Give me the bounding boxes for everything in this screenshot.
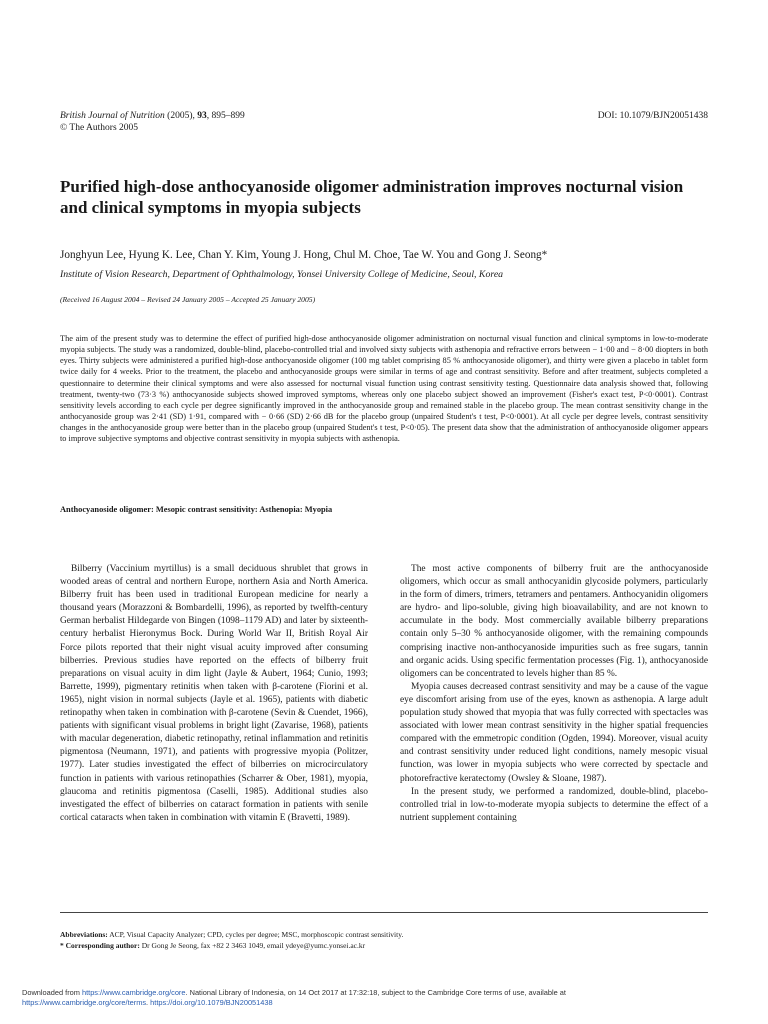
cambridge-core-link[interactable]: https://www.cambridge.org/core [81, 988, 186, 997]
body-column-left [60, 563, 368, 825]
citation-year: (2005), [164, 111, 198, 121]
article-title: Purified high-dose anthocyanoside oligomer administration improves nocturnal vision and clinical symptoms in myopia subjects [60, 177, 684, 217]
author-list: Jonghyun Lee, Hyung K. Lee, Chan Y. Kim, Young J. Hong, Chul M. Choe, Tae W. You and Gong J. Seong* [60, 249, 548, 261]
doi-link[interactable]: https://doi.org/10.1079/BJN20051438 [150, 997, 273, 1007]
body-paragraph: In the present study, we performed a randomized, double-blind, placebo-controlled trial in low-to-moderate myopia subjects to determine the effect of a nutrient supplement containing [400, 786, 708, 823]
journal-volume: 93 [197, 111, 207, 121]
abbreviations-footnote [60, 929, 708, 940]
corresponding-author-text: Dr Gong Je Seong, fax +82 2 3463 1049, email ydeye@yumc.yonsei.ac.kr [139, 941, 366, 950]
download-details: . National Library of Indonesia, on 14 Oct 2017 at 17:32:18, subject to the Cambridge Core terms of use, available at [185, 988, 566, 997]
abbreviations-text: ACP, Visual Capacity Analyzer; CPD, cycles per degree; MSC, morphoscopic contrast sensitivity. [107, 930, 404, 939]
body-paragraph: Bilberry (Vaccinium myrtillus) is a small deciduous shrublet that grows in wooded areas of central and northern Europe, northern Asia and North America. Bilberry fruit has been used in traditional European medicine for nearly a thousand years (Morazzoni & Bombardelli, 1996), as reported by twelfth-century German herbalist Hildegarde von Bingen (1098–1179 AD) and later by sixteenth-century herbalist Hieronymus Bock. During World War II, British Royal Air Force pilots reported that their night visual acuity improved after consuming bilberries. Previous studies have reported on the effects of bilberry fruit preparations on visual acuity in dim light (Jayle & Aubert, 1964; Cunio, 1993; Barrette, 1999), pigmentary retinitis when taken with β-carotene (Fiorini et al. 1965), night vision in normal subjects (Jayle et al. 1965), patients with diabetic retinopathy when taken in combination with β-carotene (Sevin & Cuendet, 1966), patients with significant visual problems in bright light (Zavarise, 1968), patients with macular degeneration, diabetic retinopathy, retinal inflammation and retinitis pigmentosa (Neumann, 1971), and patients with progressive myopia (Politzer, 1977). Later studies investigated the effect of bilberries on microcirculatory function in patients with various retinopathies (Scharrer & Ober, 1981), myopia, glaucoma and retinitis pigmentosa (Caselli, 1985). Additional studies also investigated the effect of bilberries on cataract formation in patients with senile cortical cataracts when taken in combination with vitamin E (Bravetti, 1989). [60, 564, 368, 823]
keywords: Anthocyanoside oligomer: Mesopic contrast sensitivity: Asthenopia: Myopia [60, 505, 333, 514]
footnote-divider [60, 912, 708, 913]
terms-link[interactable]: https://www.cambridge.org/core/terms [22, 997, 147, 1007]
journal-name: British Journal of Nutrition [60, 111, 165, 121]
corresponding-author-footnote [60, 940, 708, 951]
body-paragraph: The most active components of bilberry fruit are the anthocyanoside oligomers, which occur as small anthocyanidin glycoside polymers, particularly in the form of dimers, trimers, tetramers and pentamers. Anthocyanidin oligomers are hydro- and lipo-soluble, giving high bioavailability, and are not known to accumulate in the body. Most commercially available bilberry preparations contain only 5–30 % anthocyanoside oligomer, with the remaining compounds comprising inactive non-anthocyanoside impurities such as free sugars, tannin and organic acids. Using specific fermentation processes (Fig. 1), anthocyanoside oligomers can be concentrated to levels higher than 85 %. [400, 564, 708, 679]
body-column-right [400, 563, 708, 825]
affiliation: Institute of Vision Research, Department of Ophthalmology, Yonsei University College of Medicine, Seoul, Korea [60, 269, 504, 280]
abstract: The aim of the present study was to determine the effect of purified high-dose anthocyanoside oligomer administration on nocturnal visual function and clinical symptoms in low-to-moderate myopia subjects. The study was a randomized, double-blind, placebo-controlled trial and involved sixty subjects with asthenopia and refractive errors between − 1·00 and − 8·00 diopters in both eyes. Thirty subjects were administered a purified high-dose anthocyanoside oligomer (100 mg tablet comprising 85 % anthocyanoside oligomer), and thirty were given a placebo in tablet form twice daily for 4 weeks. Prior to the treatment, the placebo and anthocyanoside groups were similar in terms of age and contrast sensitivity. Before and after treatment, subjects completed a questionnaire to determine their clinical symptoms and were also assessed for nocturnal visual function using contrast sensitivity testing. Questionnaire data analysis showed that, following treatment, twenty-two (73·3 %) anthocyanoside subjects showed improved symptoms, whereas only one placebo subject showed an improvement (Fisher's exact test, P<0·0001). Contrast sensitivity levels according to each cycle per degree significantly improved in the anthocyanoside group and remained stable in the placebo group. The mean contrast sensitivity change in the anthocyanoside group was 2·41 (SD) 1·91, compared with − 0·66 (SD) 2·66 dB for the placebo group (unpaired Student's t test, P<0·0001). At all cycle per degree levels, contrast sensitivity changes in the anthocyanoside group were better than in the placebo group (unpaired Student's t test, P<0·05). The present data show that the administration of anthocyanoside oligomer appears to improve subjective symptoms and objective contrast sensitivity in myopia subjects with asthenopia. [60, 334, 708, 444]
body-paragraph: Myopia causes decreased contrast sensitivity and may be a cause of the vague eye discomfort arising from use of the eyes, known as asthenopia. A large adult population study showed that myopia that was fully corrected with spectacles was associated with lower mean contrast sensitivity in the higher spatial frequencies compared with the emmetropic condition (Ogden, 1994). Moreover, visual acuity and contrast sensitivity under reduced light conditions, namely mesopic visual function, was lower in myopia subjects who were corrected by spectacle and photorefractive keratectomy (Owsley & Sloane, 1987). [400, 681, 708, 784]
abbreviations-label: Abbreviations: [60, 930, 108, 939]
copyright: © The Authors 2005 [60, 123, 139, 133]
received-dates: (Received 16 August 2004 – Revised 24 January 2005 – Accepted 25 January 2005) [60, 295, 316, 304]
corresponding-author-label: * Corresponding author: [60, 941, 140, 950]
journal-citation [60, 110, 245, 122]
download-notice [22, 988, 752, 1007]
download-prefix: Downloaded from [22, 988, 82, 997]
doi[interactable]: DOI: 10.1079/BJN20051438 [597, 111, 708, 121]
journal-header [60, 110, 245, 134]
link-separator: . [146, 997, 151, 1007]
citation-pages: , 895–899 [206, 111, 245, 121]
